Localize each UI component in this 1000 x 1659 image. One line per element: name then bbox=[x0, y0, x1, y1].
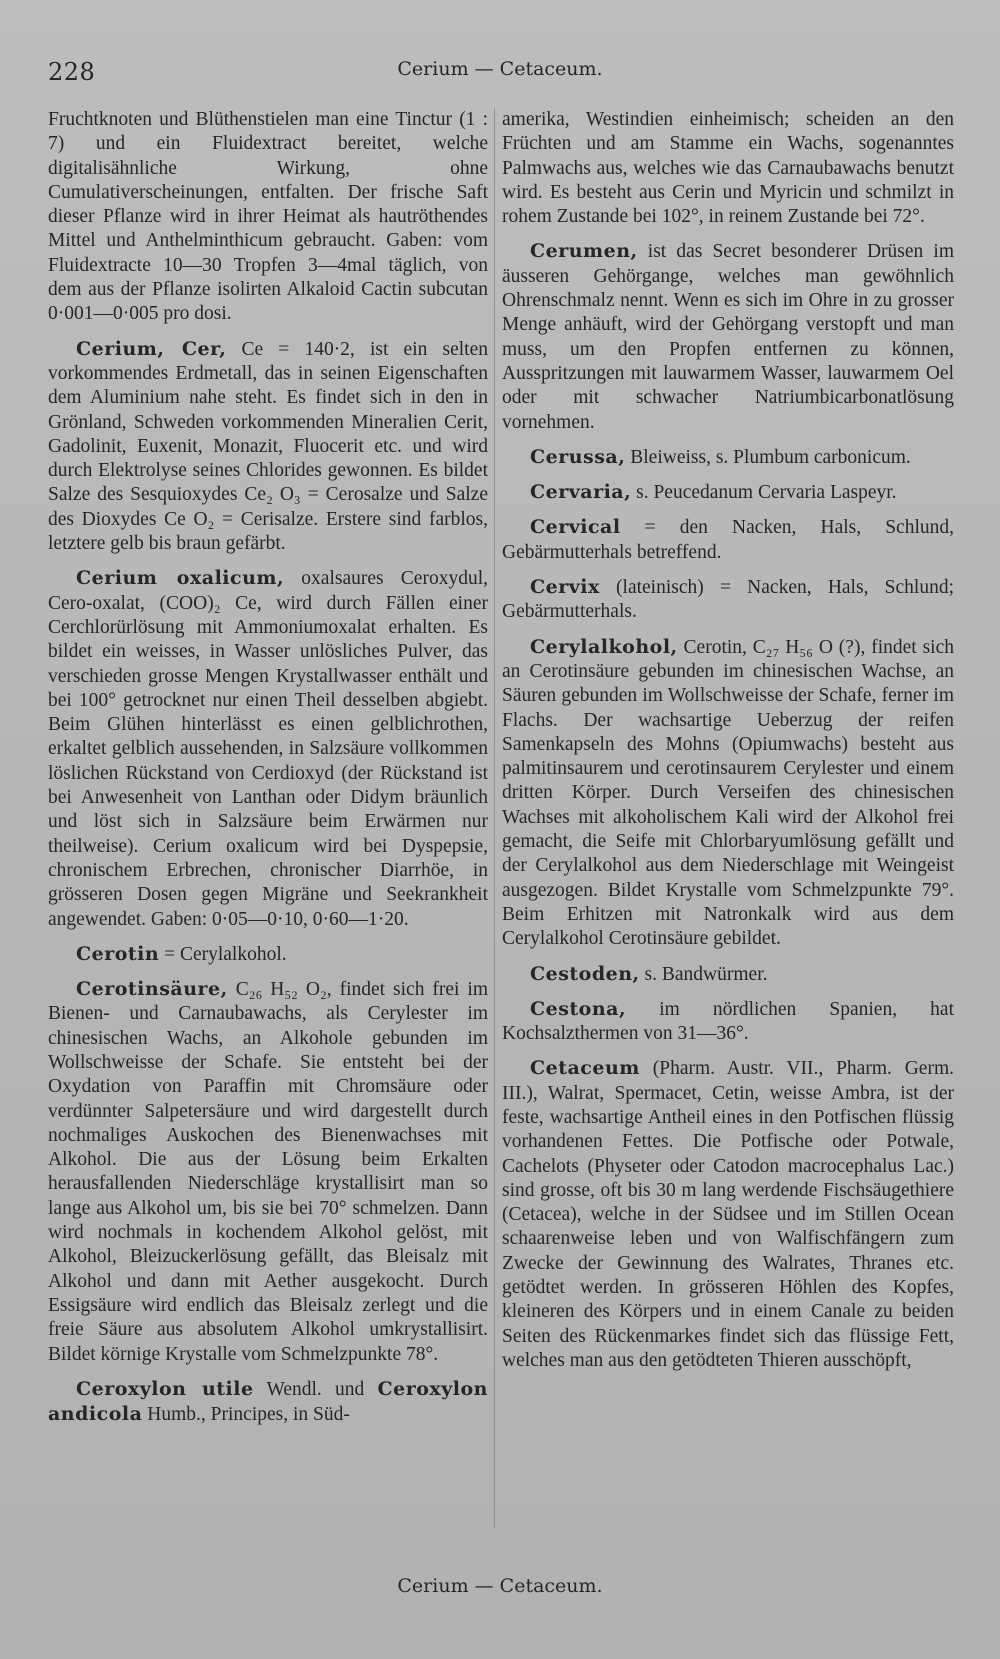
entry-term: Cervix bbox=[530, 576, 600, 599]
entry-term: Cerylalkohol, bbox=[530, 635, 678, 658]
entry-cerium-oxalicum bbox=[48, 566, 488, 931]
entry-term: Cerussa, bbox=[530, 445, 626, 468]
page-number: 228 bbox=[48, 58, 96, 86]
entry-text: = Cerylalkohol. bbox=[159, 943, 287, 965]
entry-text: Wendl. und bbox=[253, 1378, 378, 1400]
entry-term: Ceroxylon utile bbox=[76, 1377, 254, 1400]
entry-term: Cetaceum bbox=[530, 1057, 640, 1080]
entry-text: C₂₆ H₅₂ O₂, findet sich frei im Bienen- und Carnaubawachs, als Cerylester im chinesischen Wachs, an Alkohole gebunden im Wollschweisse der Schafe. Sie entsteht bei der Oxydation von Paraffin mit Chromsäure oder verdünnter Salpetersäure und wird dargestellt durch nochmaliges Auskochen des Bienenwachses mit Alkohol. Die aus der Lösung beim Erkalten herausfallenden Niederschläge krystallisirt man so lange aus Alkohol um, bis sie bei 70° schmelzen. Dann wird nochmals in kochendem Alkohol gelöst, mit Alkohol, Bleizuckerlösung gefällt, das Bleisalz mit Alkohol und dann mit Aether ausgekocht. Durch Essigsäure wird endlich das Bleisalz zerlegt und die freie Säure aus absolutem Alkohol umkrystallisirt. Bildet körnige Krystalle vom Schmelzpunkte 78°. bbox=[48, 979, 488, 1365]
entry-term: Cerotinsäure, bbox=[76, 978, 228, 1001]
entry-term: Cerium oxalicum, bbox=[76, 567, 285, 590]
entry-cerium bbox=[48, 337, 488, 557]
entry-text: im nördlichen Spanien, hat Kochsalzthermen von 31—36°. bbox=[502, 998, 954, 1045]
left-column bbox=[48, 108, 488, 1427]
entry-term: Cervaria, bbox=[530, 481, 632, 504]
entry-cerumen bbox=[502, 239, 954, 434]
entry-text: Ce = 140·2, ist ein selten vorkommendes Erdmetall, das in seinen Eigenschaften dem Aluminium nahe steht. Es findet sich in den in Grönland, Schweden vorkommenden Mineralien Cerit, Gadolinit, Euxenit, Monazit, Fluocerit etc. und wird durch Elektrolyse seines Chlorides gewonnen. Es bildet Salze des Sesquioxydes Ce₂ O₃ = Cerosalze und Salze des Dioxydes Ce O₂ = Cerisalze. Erstere sind farblos, letztere gelb bis braun gefärbt. bbox=[48, 338, 488, 555]
page-header bbox=[0, 52, 1000, 92]
continued-paragraph bbox=[48, 108, 488, 327]
entry-text: Bleiweiss, s. Plumbum carbonicum. bbox=[625, 446, 911, 468]
entry-cervical bbox=[502, 515, 954, 565]
entry-cetaceum bbox=[502, 1056, 954, 1373]
entry-text: oxalsaures Ceroxydul, Cero-oxalat, (COO)₂ Ce, wird durch Fällen einer Cerchlorürlösung mit Ammoniumoxalat erhalten. Es bildet ein weisses, in Wasser unlösliches Pulver, das verschieden grosse Mengen Krystallwasser enthält und bei 100° getrocknet nur einen Theil desselben abgiebt. Beim Glühen hinterlässt es einen gelblichrothen, erkaltet gelblich aussehenden, in Salzsäure vollkommen löslichen Rückstand von Cerdioxyd (der Rückstand ist bei Anwesenheit von Lanthan oder Didym bräunlich und löst sich in Salzsäure beim Erwärmen nur theilweise). Cerium oxalicum wird bei Dyspepsie, chronischem Erbrechen, chronischer Diarrhöe, in grösseren Dosen gegen Migräne und Seekrankheit angewendet. Gaben: 0·05—0·10, 0·60—1·20. bbox=[48, 568, 488, 930]
continued-paragraph bbox=[502, 108, 954, 229]
entry-term: Cestona, bbox=[530, 997, 627, 1020]
entry-text: s. Peucedanum Cervaria Laspeyr. bbox=[631, 482, 897, 504]
paragraph-text: amerika, Westindien einheimisch; scheiden an den Früchten und am Stamme ein Wachs, sogenanntes Palmwachs aus, welches wie das Carnaubawachs benutzt wird. Es besteht aus Cerin und Myricin und schmilzt in rohem Zustande bei 102°, in reinem Zustande bei 72°. bbox=[502, 109, 954, 228]
entry-cerotinsaeure bbox=[48, 977, 488, 1367]
entry-term: Cervical bbox=[530, 516, 621, 539]
entry-cerotin bbox=[48, 942, 488, 967]
entry-term: Cerium, Cer, bbox=[76, 337, 227, 360]
entry-term-secondary: Ceroxylon andicola bbox=[48, 1377, 488, 1426]
entry-term: Cestoden, bbox=[530, 962, 640, 985]
entry-text: (Pharm. Austr. VII., Pharm. Germ. III.), Walrat, Spermacet, Cetin, weisse Ambra, ist der feste, wachsartige Antheil eines in den Potfischen flüssig vorhandenen Fettes. Die Potfische oder Potwale, Cachelots (Physeter oder Catodon macrocephalus Lac.) sind grosse, oft bis 30 m lang werdende Fischsäugethiere (Cetacea), welche in der Südsee und im Stillen Ocean schaarenweise leben und von Walfischfängern zum Zwecke der Gewinnung des Walrates, Thranes etc. getödtet werden. In grösseren Höhlen des Kopfes, kleineren des Körpers und in einem Canale zu beiden Seiten des Rückenmarkes findet sich das flüssige Fett, welches man aus den getödteten Thieren ausschöpft, bbox=[502, 1058, 954, 1371]
paragraph-text: Fruchtknoten und Blüthenstielen man eine Tinctur (1 : 7) und ein Fluidextract bereitet, welche digitalisähnliche Wirkung, ohne Cumulativerscheinungen, entfalten. Der frische Saft dieser Pflanze wird in ihrer Heimat als hautröthendes Mittel und Anthelminthicum gebraucht. Gaben: vom Fluidextracte 10—30 Tropfen 3—4mal täglich, von dem aus der Pflanze isolirten Alkaloid Cactin subcutan 0·001—0·005 pro dosi. bbox=[48, 109, 488, 325]
entry-cervaria bbox=[502, 480, 954, 505]
entry-text: s. Bandwürmer. bbox=[639, 963, 768, 985]
entry-cestona bbox=[502, 997, 954, 1047]
entry-text: (lateinisch) = Nacken, Hals, Schlund; Gebärmutterhals. bbox=[502, 577, 954, 623]
entry-term: Cerumen, bbox=[530, 240, 638, 263]
entry-cervix bbox=[502, 575, 954, 625]
entry-cerussa bbox=[502, 445, 954, 470]
right-column bbox=[502, 108, 954, 1373]
entry-ceroxylon bbox=[48, 1377, 488, 1428]
entry-term: Cerotin bbox=[76, 942, 160, 965]
page-footer: Cerium — Cetaceum. bbox=[397, 1575, 603, 1597]
entry-text: Cerotin, C₂₇ H₅₆ O (?), findet sich an Cerotinsäure gebunden im chinesischen Wachse, an Säuren gebunden im Wollschweisse der Schafe, ferner im Flachs. Der wachsartige Ueberzug der reifen Samenkapseln des Mohns (Opiumwachs) besteht aus palmitinsaurem und cerotinsaurem Cerylester und einem dritten Körper. Durch Verseifen des chinesischen Wachses mit alkoholischem Kali wird der Alkohol frei gemacht, die Seife mit Chlorbaryumlösung gefällt und der Cerylalkohol aus dem Niederschlage mit Weingeist ausgezogen. Bildet Krystalle vom Schmelzpunkte 79°. Beim Erhitzen mit Natronkalk wird aus dem Cerylalkohol Cerotinsäure gebildet. bbox=[502, 636, 954, 950]
entry-cerylalkohol bbox=[502, 635, 954, 952]
entry-cestoden bbox=[502, 962, 954, 987]
running-head: Cerium — Cetaceum. bbox=[397, 58, 603, 80]
column-divider bbox=[494, 108, 495, 1528]
entry-text: ist das Secret besonderer Drüsen im äusseren Gehörgange, welches man gewöhnlich Ohrenschmalz nennt. Wenn es sich im Ohre in zu grosser Menge anhäuft, wird der Gehörgang verstopft und man muss, um den Propfen entfernen zu können, Ausspritzungen mit lauwarmem Wasser, lauwarmem Oel oder mit schwacher Natriumbicarbonatlösung vornehmen. bbox=[502, 241, 954, 433]
entry-text: Humb., Principes, in Süd- bbox=[142, 1404, 350, 1426]
entry-text: = den Nacken, Hals, Schlund, Gebärmutterhals betreffend. bbox=[502, 517, 954, 563]
